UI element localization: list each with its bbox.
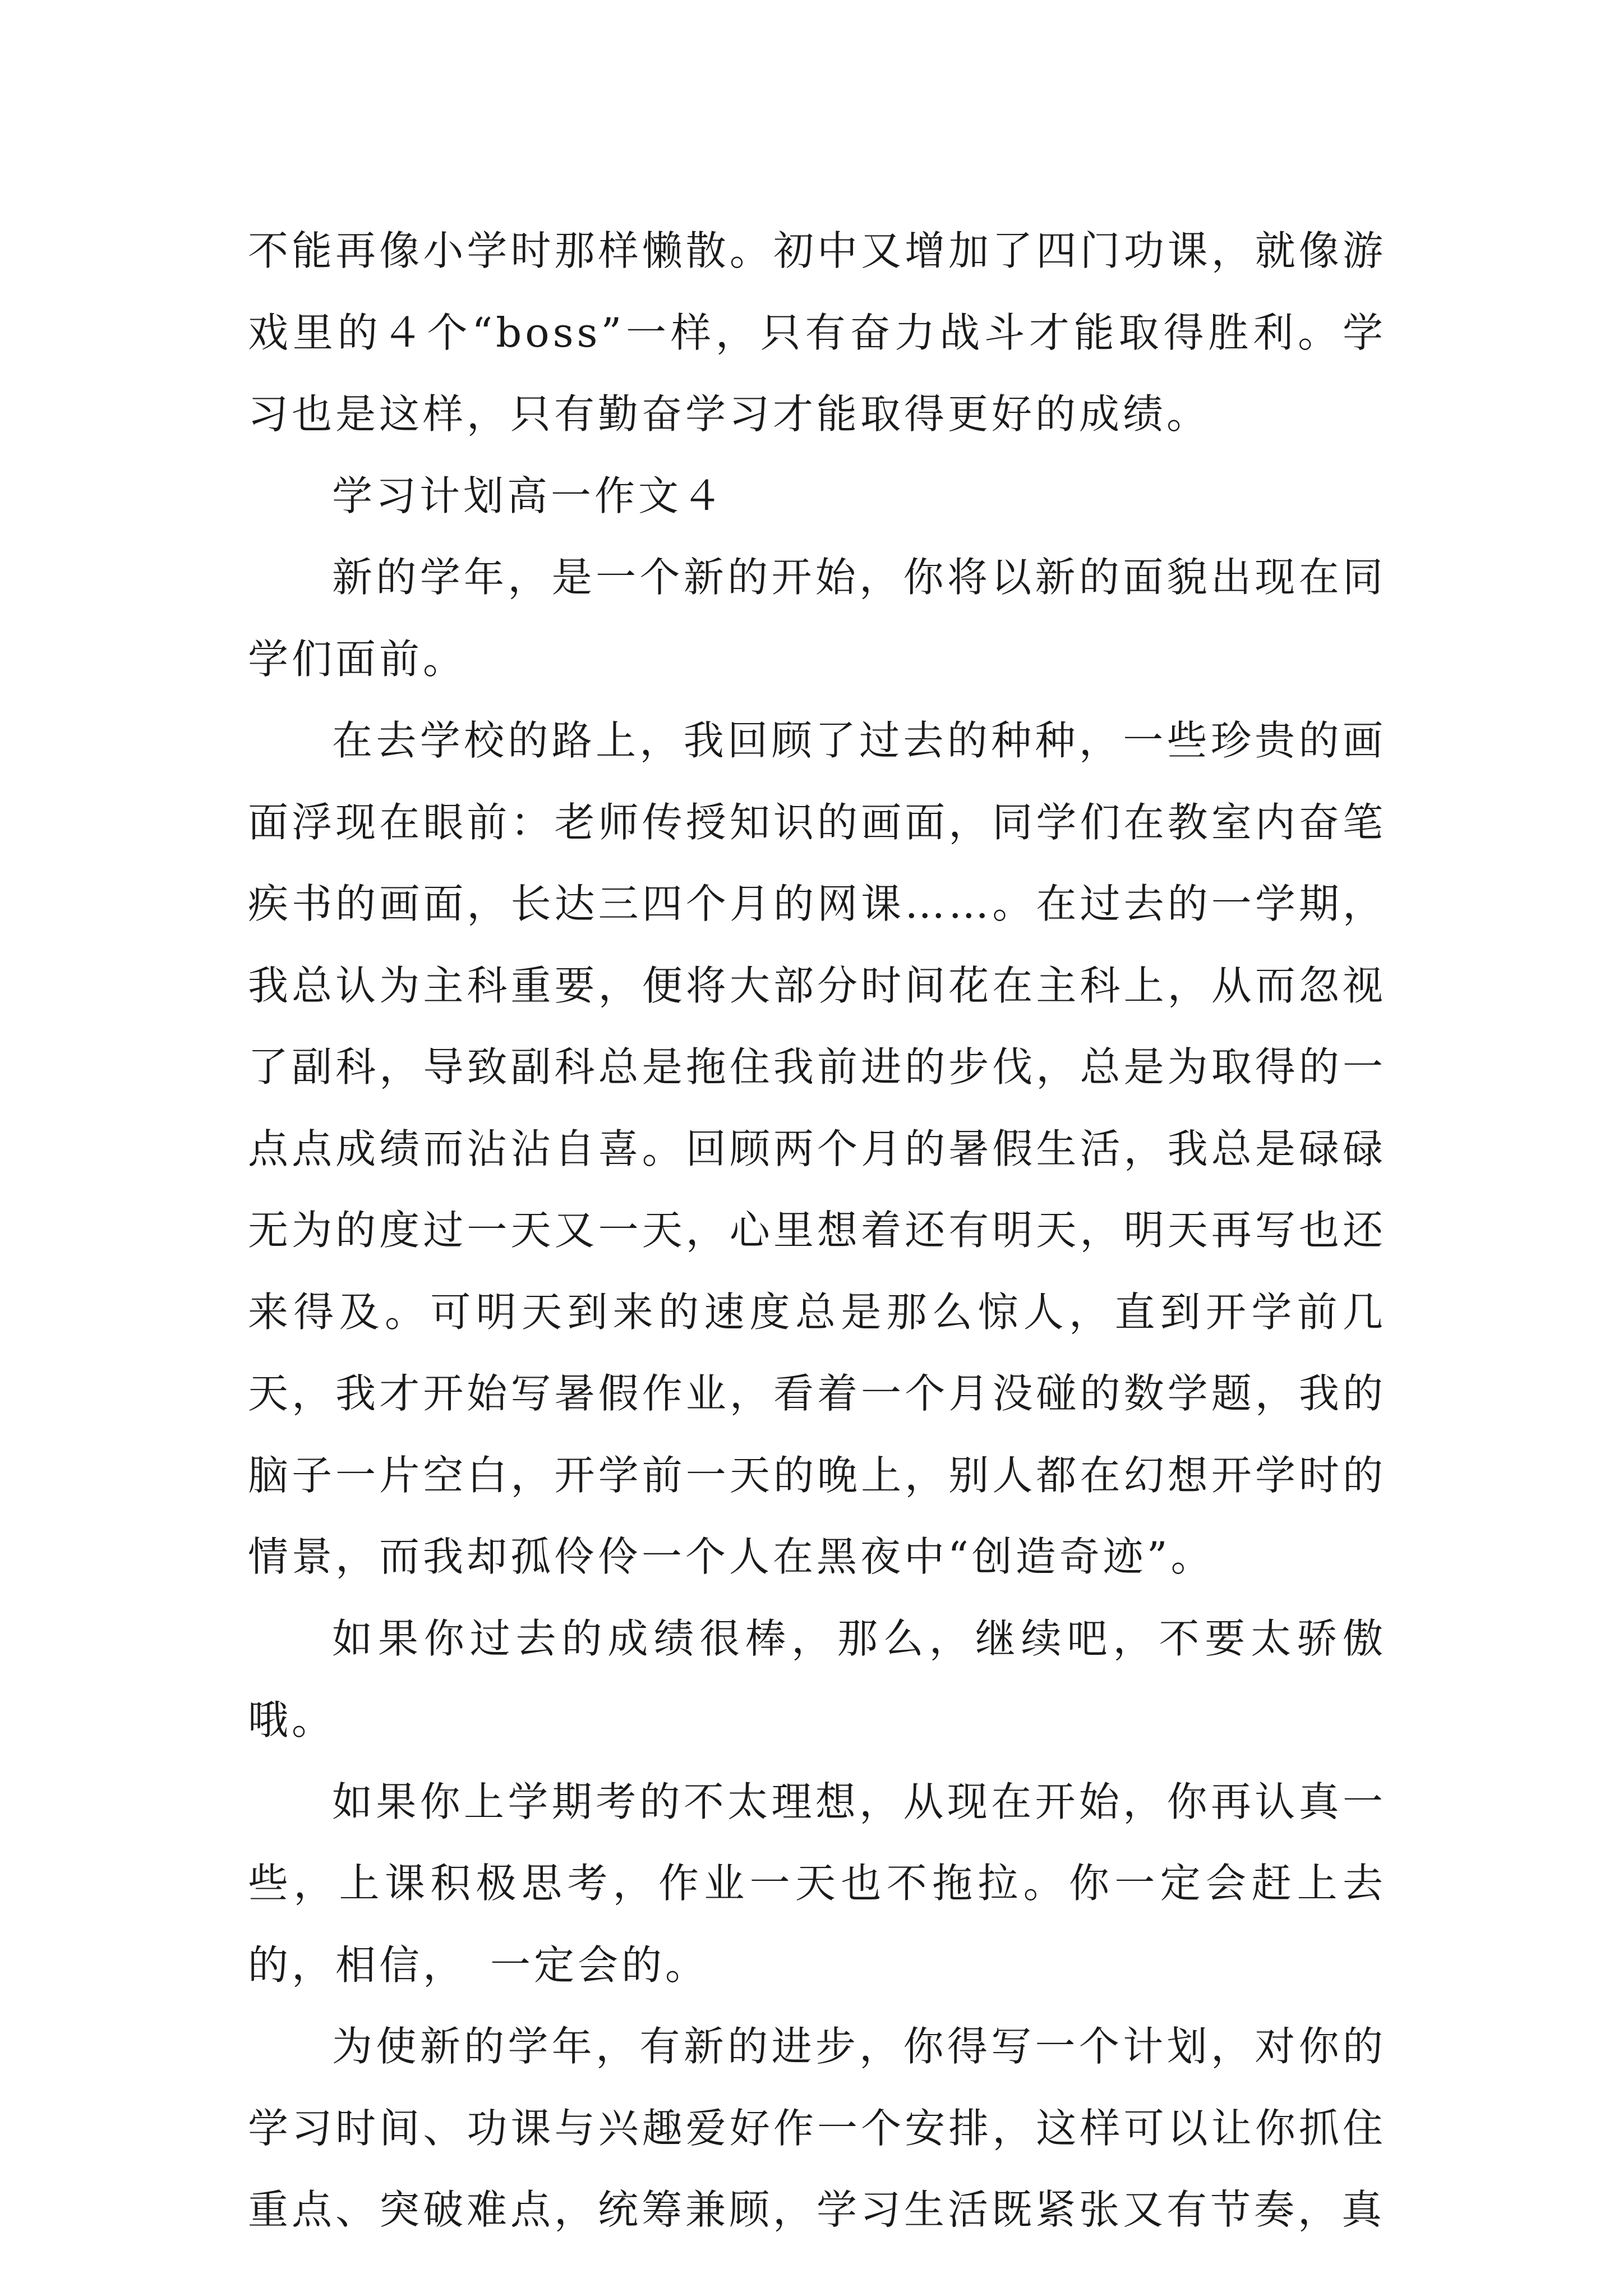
document-body [248,210,1386,2251]
paragraph-catch-up: 如果你上学期考的不太理想，从现在开始，你再认真一些，上课积极思考，作业一天也不拖拉。你一定会赶上去的，相信， 一定会的。 [248,1778,1386,1989]
paragraph-continuation: 不能再像小学时那样懒散。初中又增加了四门功课，就像游戏里的４个“boss”一样，只有奋力战斗才能取得胜利。学习也是这样，只有勤奋学习才能取得更好的成绩。 [248,227,1386,438]
paragraph-keep-going: 如果你过去的成绩很棒，那么，继续吧，不要太骄傲哦。 [248,1614,1386,1743]
paragraph-reflection: 在去学校的路上，我回顾了过去的种种，一些珍贵的画面浮现在眼前：老师传授知识的画面，同学们在教室内奋笔疾书的画面，长达三四个月的网课……。在过去的一学期，我总认为主科重要，便将大部分时间花在主科上，从而忽视了副科，导致副科总是拖住我前进的步伐，总是为取得的一点点成绩而沾沾自喜。回顾两个月的暑假生活，我总是碌碌无为的度过一天又一天，心里想着还有明天，明天再写也还来得及。可明天到来的速度总是那么惊人，直到开学前几天，我才开始写暑假作业，看着一个月没碰的数学题，我的脑子一片空白，开学前一天的晚上，别人都在幻想开学时的情景，而我却孤伶伶一个人在黑夜中“创造奇迹”。 [248,717,1386,1580]
paragraph-new-school-year: 新的学年，是一个新的开始，你将以新的面貌出现在同学们面前。 [248,554,1386,683]
paragraph-make-plan: 为使新的学年，有新的进步，你得写一个计划，对你的学习时间、功课与兴趣爱好作一个安排，这样可以让你抓住重点、突破难点，统筹兼顾，学习生活既紧张又有节奏，真 [248,2023,1386,2233]
section-heading: 学习计划高一作文４ [332,472,726,519]
